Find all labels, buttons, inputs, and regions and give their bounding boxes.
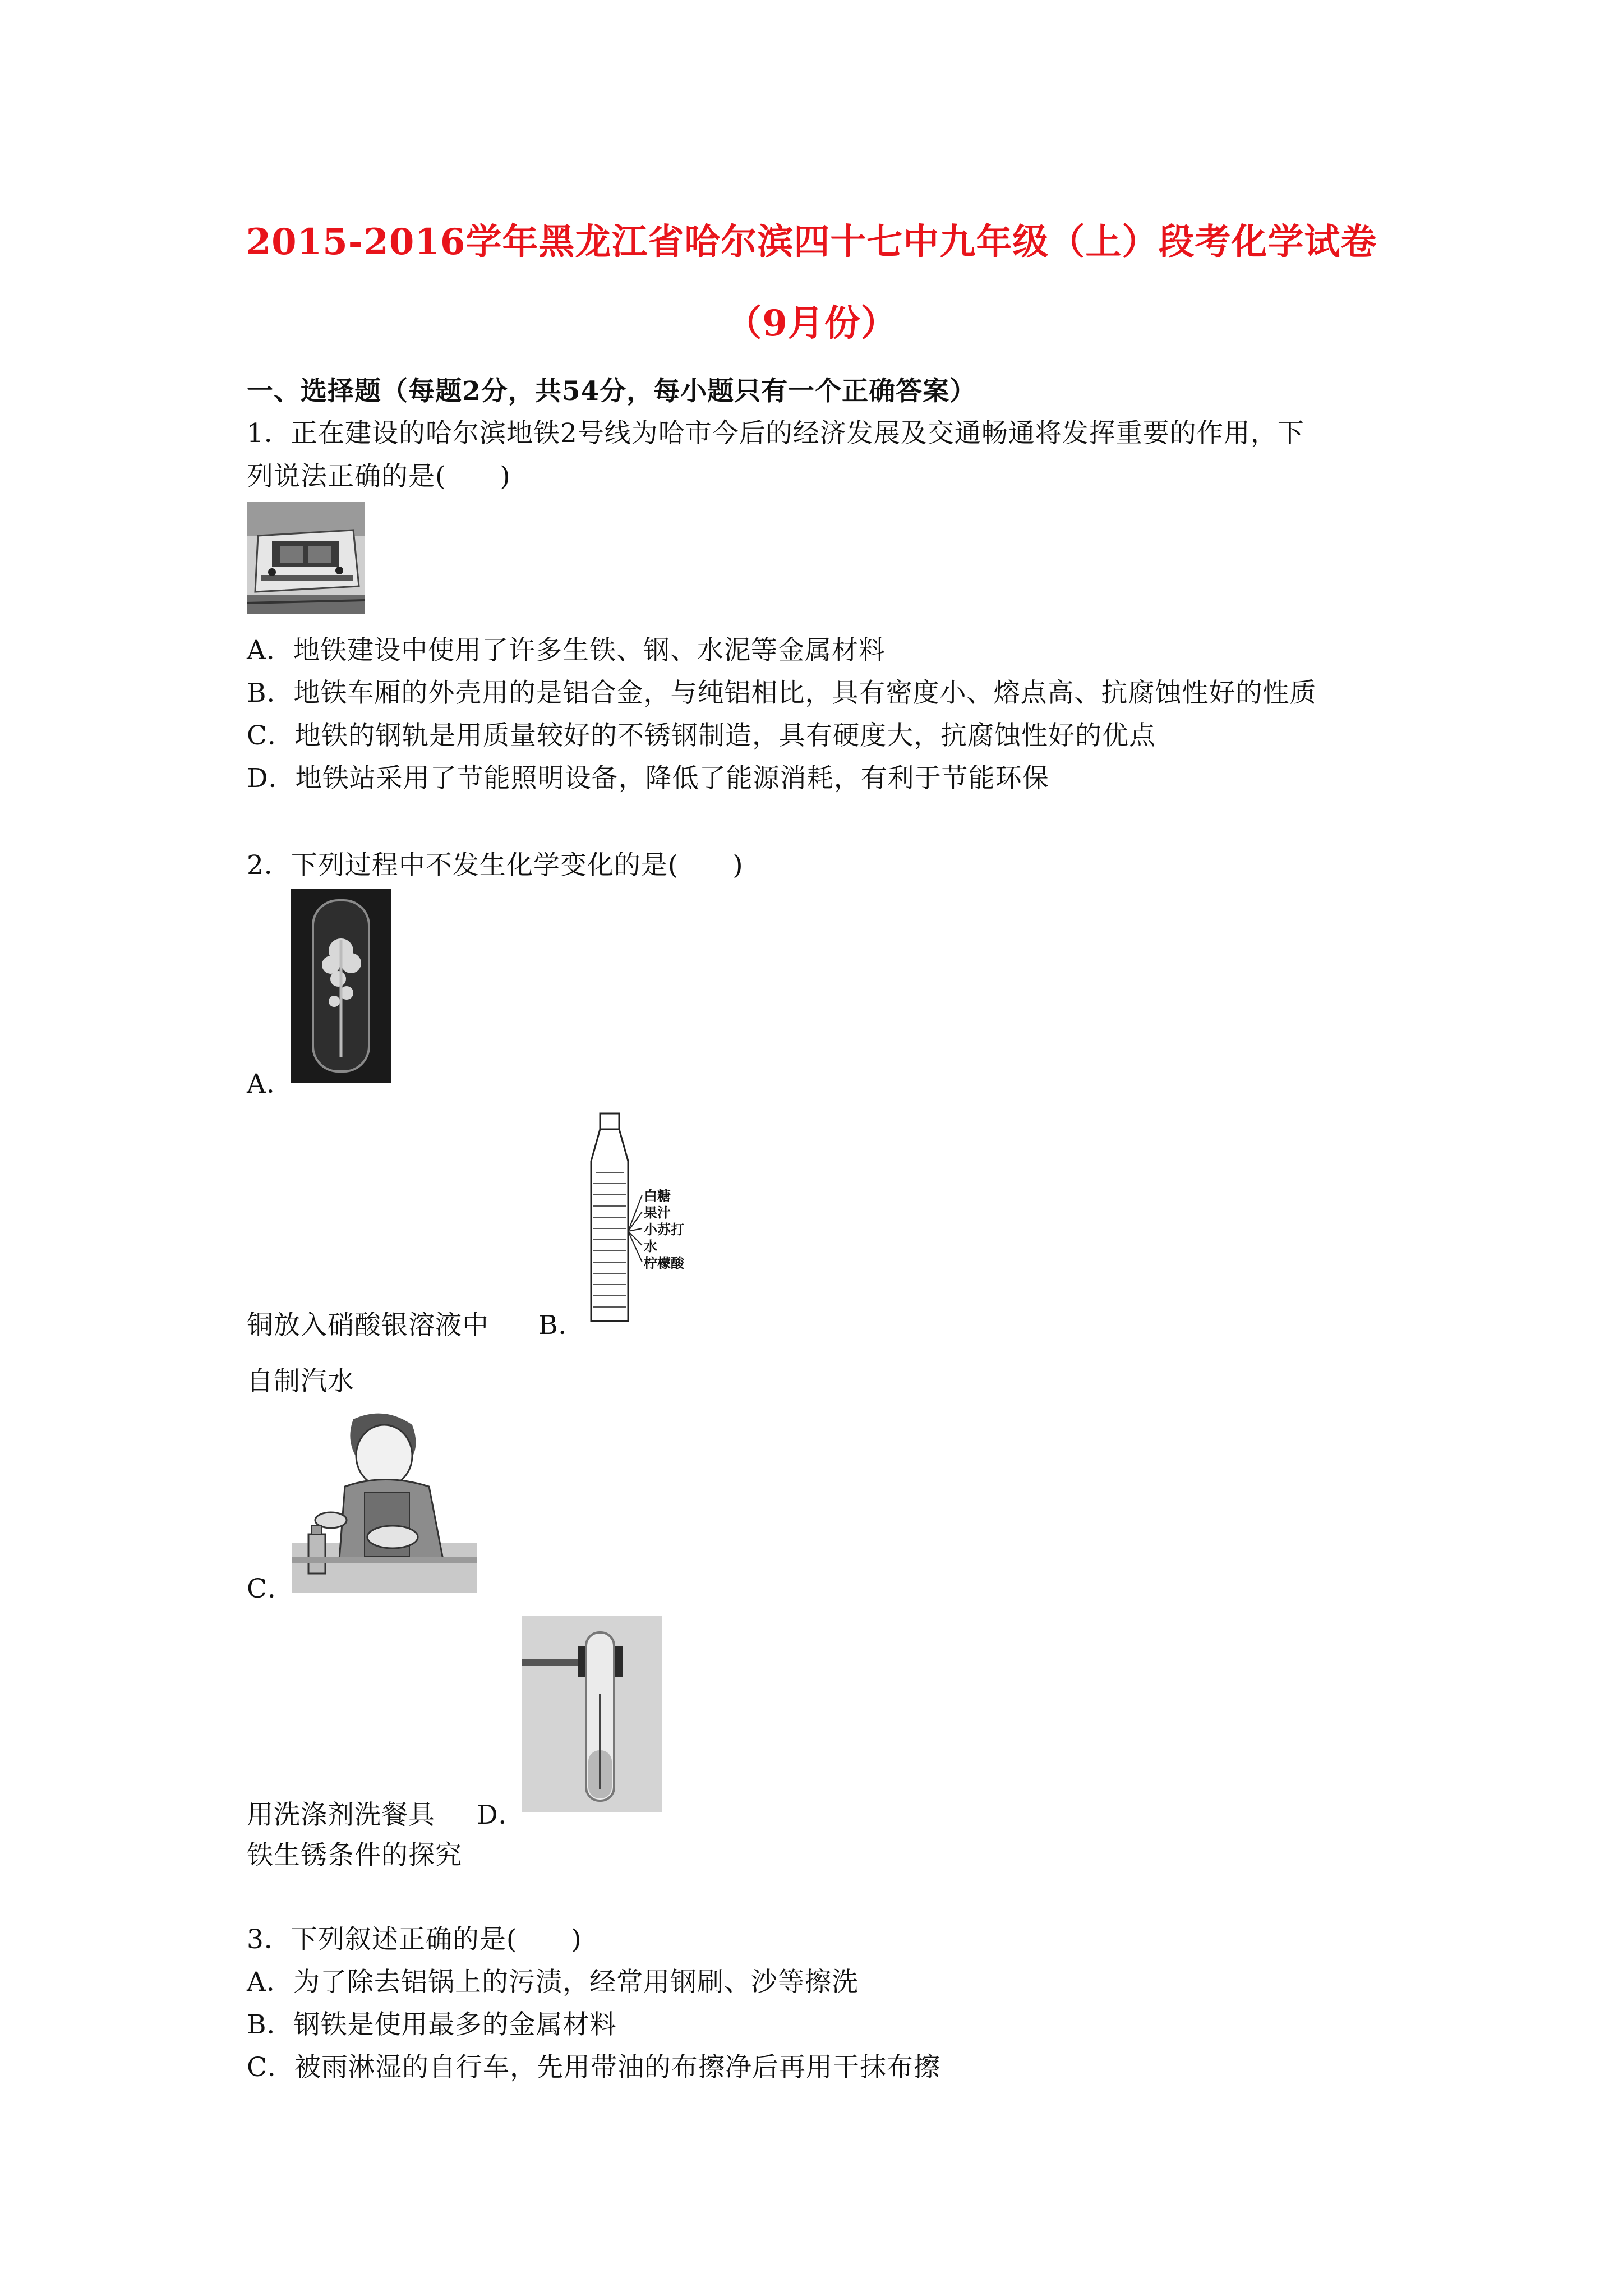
- q1-option-a: A．地铁建设中使用了许多生铁、钢、水泥等金属材料: [247, 635, 886, 666]
- bottle-label-juice: 果汁: [644, 1205, 671, 1221]
- q1-option-b: B．地铁车厢的外壳用的是铝合金，与纯铝相比，具有密度小、熔点高、抗腐蚀性好的性质: [247, 678, 1317, 708]
- homemade-soda-bottle-figure: [566, 1111, 735, 1327]
- bottle-label-sugar: 白糖: [644, 1188, 671, 1204]
- q3-option-c: C．被雨淋湿的自行车，先用带油的布擦净后再用干抹布擦: [247, 2052, 940, 2083]
- q2-option-c-caption: 用洗涤剂洗餐具: [247, 1800, 435, 1830]
- bottle-label-water: 水: [644, 1239, 657, 1254]
- exam-title: 2015-2016学年黑龙江省哈尔滨四十七中九年级（上）段考化学试卷: [246, 221, 1377, 263]
- q1-option-d: D．地铁站采用了节能照明设备，降低了能源消耗，有利于节能环保: [247, 763, 1049, 794]
- q3-option-b: B．钢铁是使用最多的金属材料: [247, 2009, 617, 2040]
- q2-option-d-caption: 铁生锈条件的探究: [247, 1840, 462, 1871]
- q2-option-a-caption: 铜放入硝酸银溶液中: [247, 1310, 489, 1341]
- q2-stem: 2．下列过程中不发生化学变化的是( ): [247, 850, 744, 881]
- subway-train-photo: [247, 502, 365, 614]
- bottle-label-baking-soda: 小苏打: [644, 1222, 684, 1237]
- q1-option-c: C．地铁的钢轨是用质量较好的不锈钢制造，具有硬度大，抗腐蚀性好的优点: [247, 720, 1156, 751]
- section-heading: 一、选择题（每题2分，共54分，每小题只有一个正确答案）: [247, 376, 977, 407]
- bottle-label-citric-acid: 柠檬酸: [644, 1255, 684, 1271]
- copper-in-silver-nitrate-photo: [291, 889, 391, 1083]
- q2-option-b-caption: 自制汽水: [247, 1366, 354, 1397]
- washing-dishes-illustration: [292, 1408, 477, 1593]
- q2-option-a-label: A．: [247, 1069, 293, 1099]
- q3-stem: 3．下列叙述正确的是( ): [247, 1924, 582, 1955]
- q3-option-a: A．为了除去铝锅上的污渍，经常用钢刷、沙等擦洗: [247, 1967, 859, 1998]
- exam-subtitle: （9月份）: [726, 302, 897, 344]
- q2-option-c-label: C．: [247, 1573, 294, 1604]
- q1-stem-line2: 列说法正确的是( ): [247, 461, 511, 492]
- iron-rust-test-tube-photo: [522, 1616, 662, 1812]
- q1-stem-line1: 1．正在建设的哈尔滨地铁2号线为哈市今后的经济发展及交通畅通将发挥重要的作用，下: [247, 418, 1304, 449]
- q2-option-d-label: D．: [477, 1800, 525, 1830]
- q2-option-b-label: B．: [538, 1310, 585, 1341]
